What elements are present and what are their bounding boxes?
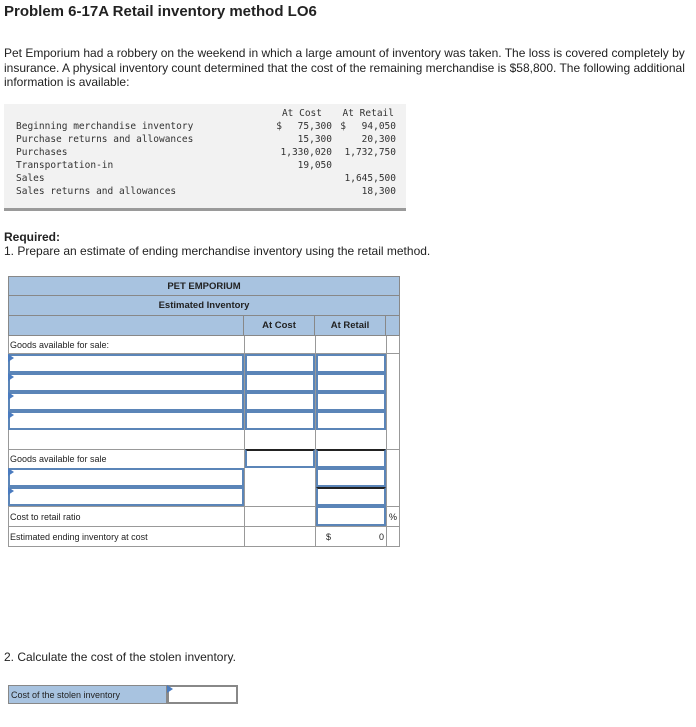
goods-item-label-input-4[interactable] [8,411,244,430]
cost-to-retail-ratio-input[interactable] [316,506,386,526]
info-retail-value: 20,300 [361,134,396,145]
goods-item-label-input-3[interactable] [8,392,244,411]
required-heading: Required: [4,230,61,244]
goods-item-retail-input-2[interactable] [316,373,386,392]
stolen-inventory-label: Cost of the stolen inventory [8,685,167,704]
stolen-inventory-input[interactable] [167,685,238,704]
goods-item-retail-input-1[interactable] [316,354,386,373]
goods-item-label-input-1[interactable] [8,354,244,373]
estimated-ending-inventory-label: Estimated ending inventory at cost [10,532,148,542]
percent-sign: % [389,512,398,522]
problem-title: Problem 6-17A Retail inventory method LO6 [4,3,317,20]
estimated-inventory-worksheet [8,276,400,547]
goods-total-retail-input[interactable] [316,449,386,468]
info-cost-value: 15,300 [297,134,332,145]
info-cost-value: 1,330,020 [280,147,332,158]
goods-item-retail-input-3[interactable] [316,392,386,411]
goods-item-cost-input-4[interactable] [245,411,315,430]
col-header-retail: At Retail [342,108,394,119]
info-retail-symbol: $ [340,121,346,132]
at-cost-header: At Cost [262,320,296,331]
info-cost-value: 75,300 [297,121,332,132]
worksheet-label-col-header [8,316,244,336]
col-header-cost: At Cost [281,108,322,119]
info-cost-value: 19,050 [297,160,332,171]
info-row-label: Beginning merchandise inventory [16,121,194,132]
question-2: 2. Calculate the cost of the stolen inventory. [4,650,236,664]
worksheet-retail-col-header [315,316,386,336]
estimated-ending-value: 0 [378,532,384,542]
info-cost-symbol: $ [276,121,282,132]
worksheet-company-header [8,276,400,296]
given-data-table [4,104,406,211]
info-row-label: Purchases [16,147,68,158]
goods-available-total-label: Goods available for sale [10,454,107,464]
info-row-label: Transportation-in [16,160,114,171]
goods-item-cost-input-3[interactable] [245,392,315,411]
less-item-label-input-2[interactable] [8,487,244,506]
goods-item-cost-input-2[interactable] [245,373,315,392]
dollar-sign: $ [326,532,332,542]
info-row-label: Sales returns and allowances [16,186,177,197]
goods-item-cost-input-1[interactable] [245,354,315,373]
info-retail-value: 18,300 [361,186,396,197]
less-item-label-input-1[interactable] [8,468,244,487]
cost-to-retail-ratio-label: Cost to retail ratio [10,512,81,522]
worksheet-subtitle: Estimated Inventory [158,300,250,311]
goods-total-cost-input[interactable] [245,449,315,468]
info-row-label: Purchase returns and allowances [16,134,194,145]
worksheet-subtitle-header [8,296,400,316]
worksheet-extra-col-header [386,316,400,336]
at-retail-header: At Retail [330,320,370,331]
info-retail-value: 94,050 [361,121,396,132]
goods-available-label: Goods available for sale: [10,340,110,350]
info-retail-value: 1,645,500 [344,173,396,184]
problem-intro: Pet Emporium had a robbery on the weekend in which a large amount of inventory was taken. The loss is covered completely by insurance. A physical inventory count determined that the cost of the remaining merchandise is $58,800. The following additional information is available: [4,46,685,89]
info-row-label: Sales [16,173,45,184]
ending-retail-input[interactable] [316,487,386,506]
info-retail-value: 1,732,750 [344,147,396,158]
worksheet-cost-col-header [244,316,315,336]
worksheet-company-name: PET EMPORIUM [167,281,241,292]
less-item-retail-input-1[interactable] [316,468,386,487]
question-1: 1. Prepare an estimate of ending merchandise inventory using the retail method. [4,244,431,258]
goods-item-retail-input-4[interactable] [316,411,386,430]
goods-item-label-input-2[interactable] [8,373,244,392]
